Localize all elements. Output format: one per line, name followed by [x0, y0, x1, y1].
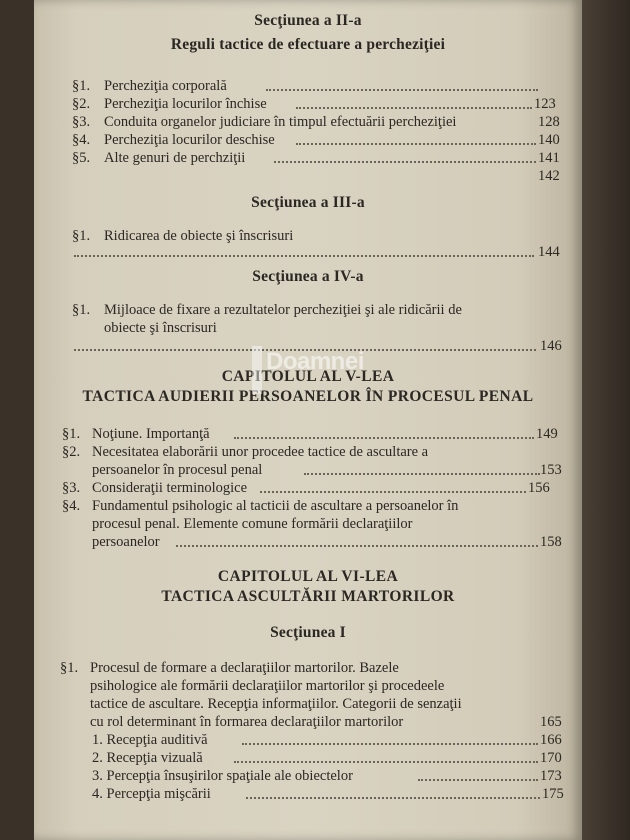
section-heading: Secţiunea a II-a — [254, 12, 362, 29]
book-page: Secţiunea a II-a Reguli tactice de efectuare a percheziţiei §1. Percheziţia corporală §2. Percheziţia locurilor închise 123 §3. Conduita organelor judiciare în timpul efectuării percheziţiei 128 §4. Percheziţia locurilor deschise 140 §5. Alte genuri de perchziţii 141 142 Secţiunea a III-a §1. Ridicarea de obiecte şi înscrisuri 144 Secţiunea a IV-a §1. Mijloace de fixare a rezultatelor percheziţiei şi ale ridicării de obiecte şi înscrisuri 146 CAPITOLUL AL V-LEA TACTICA AUDIERII PERSOANELOR ÎN PROCESUL PENAL §1. Noţiune. Importanţă 149 §2. Necesitatea elaborării unor procedee tactice de ascultare a persoanelor în procesul penal 153 §3. Consideraţii terminologice 156 §4. Fundamentul psihologic al tacticii de ascultare a persoanelor în procesul penal. Elemente comune formării declaraţiilor persoanelor 158 CAPITOLUL AL VI-LEA TACTICA ASCULTĂRII MARTORILOR Secţiunea I §1. Procesul de formare a declaraţiilor martorilor. Bazele psihologice ale formării declaraţiilor martorilor şi procedeele tactice de ascultare. Recepţia informaţiilor. Categorii de senzaţii cu rol determinant în formarea declaraţiilor martorilor 165 1. Recepţia auditivă 166 2. Recepţia vizuală 170 3. Percepţia însuşirilor spaţiale ale obiectelor 173 4. Percepţia mişcării 175 Doamnei — [34, 0, 582, 840]
chapter-title: TACTICA ASCULTĂRII MARTORILOR — [161, 588, 455, 605]
book-cover-edge — [582, 0, 630, 840]
chapter-number: CAPITOLUL AL VI-LEA — [217, 568, 399, 585]
watermark-logo: Doamnei — [252, 340, 402, 400]
chapter-title: TACTICA AUDIERII PERSOANELOR ÎN PROCESUL PENAL — [82, 388, 534, 405]
section-heading: Secţiunea a III-a — [251, 194, 365, 211]
chapter-number: CAPITOLUL AL V-LEA — [221, 368, 395, 385]
section-heading: Secţiunea I — [270, 624, 346, 641]
section-heading: Secţiunea a IV-a — [252, 268, 364, 285]
section-subheading: Reguli tactice de efectuare a percheziţiei — [170, 36, 446, 53]
